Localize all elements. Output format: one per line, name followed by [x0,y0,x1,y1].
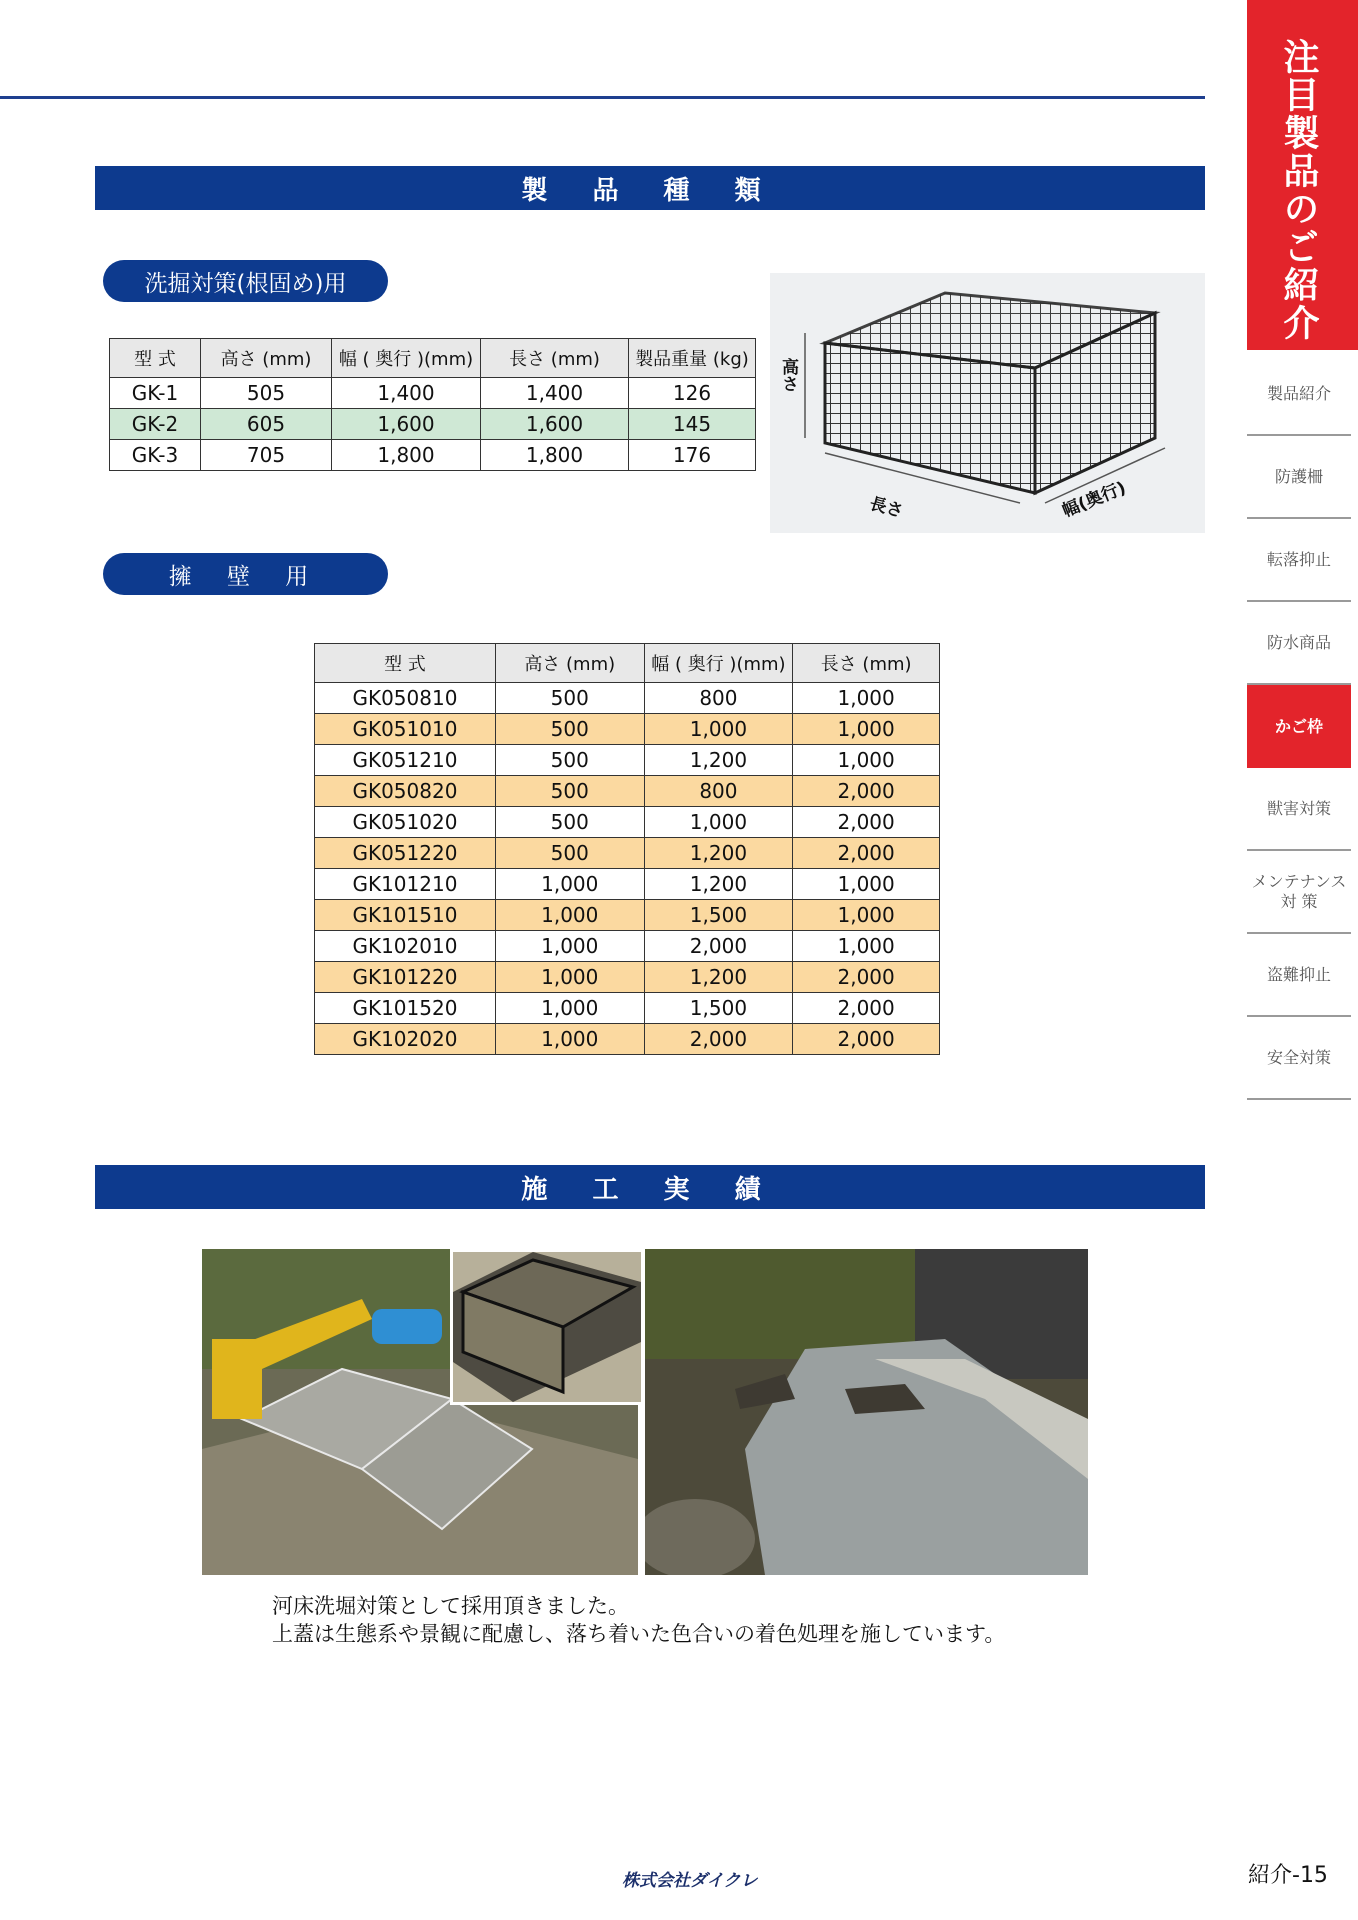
cell: 2,000 [793,807,940,838]
cell: 1,000 [793,931,940,962]
col-header: 長さ (mm) [481,339,629,378]
cell: GK101210 [315,869,496,900]
col-header: 型 式 [315,644,496,683]
sidebar-item-label: かご枠 [1274,716,1323,736]
cell: 1,200 [644,745,793,776]
cell: 126 [629,378,756,409]
sidebar-item-wildlife[interactable] [1247,768,1351,851]
cell: 1,400 [481,378,629,409]
cell: 145 [629,409,756,440]
sidebar-item-label: 獣害対策 [1266,798,1331,818]
cell: 2,000 [793,962,940,993]
table-row [315,807,940,838]
col-header: 高さ (mm) [201,339,332,378]
cell: 500 [495,745,644,776]
length-label: 長さ [867,493,906,522]
table-row [315,962,940,993]
cell: 1,000 [495,993,644,1024]
basket-wireframe-illustration [770,273,1205,533]
cell: GK051220 [315,838,496,869]
table-row [315,745,940,776]
cell: 505 [201,378,332,409]
spec-table-retaining-wall [314,643,940,1055]
cell: 176 [629,440,756,471]
cell: 1,800 [332,440,481,471]
category-pill-scour [103,260,388,302]
sidebar-item-fall-prevention[interactable] [1247,519,1351,602]
cell: 1,600 [481,409,629,440]
cell: 800 [644,776,793,807]
cell: 500 [495,683,644,714]
cell: GK102020 [315,1024,496,1055]
sidebar-item-basket-frame[interactable] [1247,685,1351,768]
cell: 1,400 [332,378,481,409]
table-row [315,931,940,962]
category-pill-retaining-wall [103,553,388,595]
table-row [315,1024,940,1055]
cell: 1,600 [332,409,481,440]
table-row [110,378,756,409]
cell: 2,000 [644,1024,793,1055]
cell: 2,000 [793,1024,940,1055]
cell: GK-1 [110,378,201,409]
sidebar-item-label: 防護柵 [1274,466,1323,486]
section-title: 製 品 種 類 [521,175,779,206]
cell: 1,000 [495,900,644,931]
cell: 500 [495,838,644,869]
height-label: 高さ [778,358,798,392]
caption-line: 河床洗堀対策として採用頂きました。 [272,1594,629,1618]
cell: 1,000 [495,962,644,993]
table-row [110,409,756,440]
construction-photo-basket-lid [450,1249,644,1405]
table-row [315,838,940,869]
cell: 1,200 [644,869,793,900]
width-label: 幅(奥行) [1059,478,1129,522]
sidebar-item-label: 盗難抑止 [1266,964,1331,984]
caption [272,1592,1005,1648]
cell: 1,200 [644,838,793,869]
section-header-results [95,1165,1205,1209]
col-header: 高さ (mm) [495,644,644,683]
cell: GK050810 [315,683,496,714]
col-header: 幅 ( 奥行 )(mm) [332,339,481,378]
section-header-products [95,166,1205,210]
spec-table-scour [109,338,756,471]
sidebar-item-label: 製品紹介 [1266,383,1331,403]
sidebar-item-label: 安全対策 [1266,1047,1331,1067]
table-row [315,869,940,900]
cell: 500 [495,714,644,745]
cell: 500 [495,776,644,807]
cell: 1,000 [644,807,793,838]
cell: 605 [201,409,332,440]
category-label: 洗掘対策(根固め)用 [144,270,347,297]
table-header-row [315,644,940,683]
cell: GK101510 [315,900,496,931]
category-label: 擁 壁 用 [168,563,323,590]
cell: GK-2 [110,409,201,440]
cell: GK102010 [315,931,496,962]
page-number: 紹介-15 [1248,1863,1328,1888]
table-row [315,683,940,714]
cell: 2,000 [644,931,793,962]
cell: 705 [201,440,332,471]
sidebar-item-safety[interactable] [1247,1017,1351,1100]
table-row [315,900,940,931]
cell: 1,000 [495,1024,644,1055]
cell: 2,000 [793,838,940,869]
table-row [315,776,940,807]
table-row [315,993,940,1024]
table-row [315,714,940,745]
sidebar-item-label: 転落抑止 [1266,549,1331,569]
cell: GK051020 [315,807,496,838]
cell: GK050820 [315,776,496,807]
col-header: 製品重量 (kg) [629,339,756,378]
cell: 2,000 [793,993,940,1024]
cell: 1,200 [644,962,793,993]
cell: 1,000 [793,900,940,931]
cell: 1,500 [644,900,793,931]
cell: GK051010 [315,714,496,745]
cell: 1,000 [793,745,940,776]
construction-photo-riverbed [645,1249,1088,1575]
cell: GK101520 [315,993,496,1024]
cell: 1,000 [793,869,940,900]
company-logo: 株式会社ダイクレ [622,1871,758,1891]
sidebar-item-label: メンテナンス 対 策 [1251,871,1347,911]
cell: 1,000 [644,714,793,745]
basket-diagram [770,273,1205,533]
cell: 1,500 [644,993,793,1024]
cell: 1,800 [481,440,629,471]
col-header: 長さ (mm) [793,644,940,683]
sidebar-header [1247,0,1358,350]
sidebar-item-maintenance[interactable] [1247,851,1351,934]
sidebar-item-anti-theft[interactable] [1247,934,1351,1017]
sidebar-item-products[interactable] [1247,353,1351,436]
cell: 500 [495,807,644,838]
cell: GK101220 [315,962,496,993]
sidebar-item-label: 防水商品 [1266,632,1331,652]
cell: GK051210 [315,745,496,776]
col-header: 型 式 [110,339,201,378]
cell: 1,000 [793,683,940,714]
cell: 1,000 [495,869,644,900]
top-rule [0,96,1205,99]
cell: GK-3 [110,440,201,471]
col-header: 幅 ( 奥行 )(mm) [644,644,793,683]
caption-line: 上蓋は生態系や景観に配慮し、落ち着いた色合いの着色処理を施しています。 [272,1622,1006,1646]
cell: 1,000 [793,714,940,745]
sidebar-item-waterproof[interactable] [1247,602,1351,685]
sidebar-title: 注目製品のご紹介 [1278,38,1319,342]
section-title: 施 工 実 績 [521,1174,779,1205]
cell: 2,000 [793,776,940,807]
sidebar-item-guard-fence[interactable] [1247,436,1351,519]
cell: 800 [644,683,793,714]
table-header-row [110,339,756,378]
cell: 1,000 [495,931,644,962]
table-row [110,440,756,471]
